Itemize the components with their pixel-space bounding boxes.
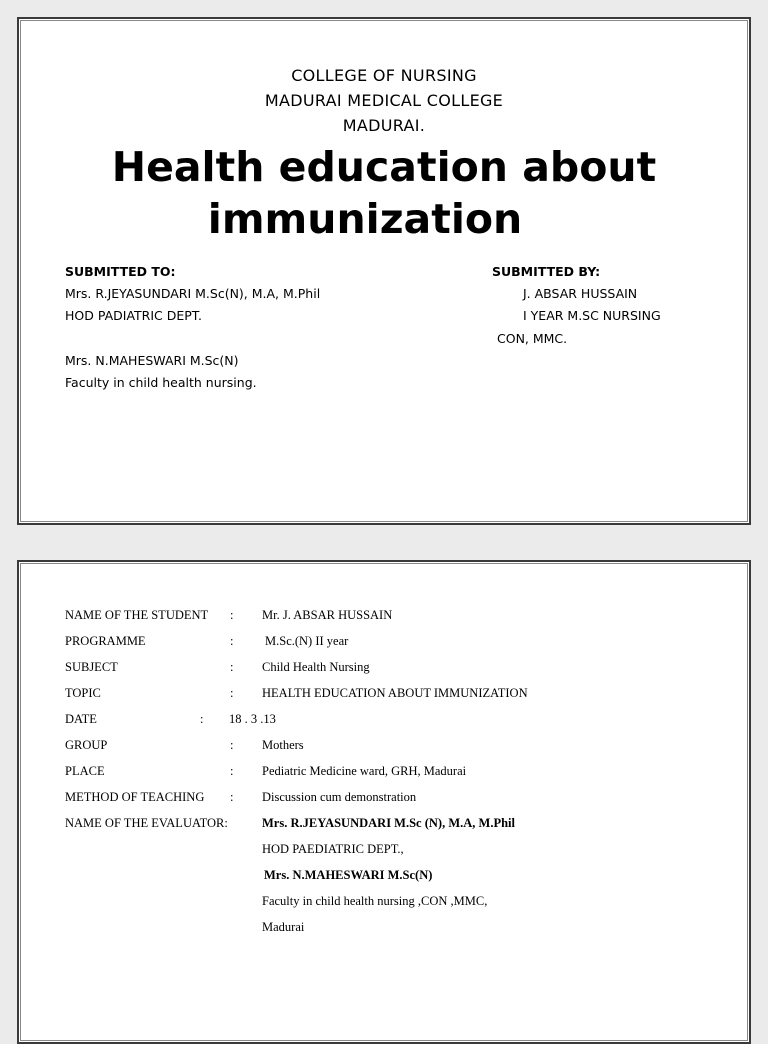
detail-row-method (65, 790, 745, 808)
submitted-by-line: J. ABSAR HUSSAIN (523, 286, 638, 301)
detail-row-topic (65, 686, 745, 704)
details-page (17, 560, 751, 1044)
evaluator-faculty: Faculty in child health nursing ,CON ,MMC, (262, 894, 488, 908)
detail-value: M.Sc.(N) II year (265, 634, 349, 648)
submitted-to-heading: SUBMITTED TO: (65, 264, 176, 279)
detail-value: Mr. J. ABSAR HUSSAIN (262, 608, 393, 622)
institution-line-3: MADURAI. (342, 116, 426, 135)
detail-row-place (65, 764, 745, 782)
evaluator-extra-line (65, 842, 745, 860)
submitted-to-line: Mrs. N.MAHESWARI M.Sc(N) (65, 353, 239, 368)
detail-colon: : (230, 764, 234, 778)
detail-value: Discussion cum demonstration (262, 790, 417, 804)
detail-label: METHOD OF TEACHING (65, 790, 205, 804)
detail-colon: : (230, 634, 234, 648)
detail-label: NAME OF THE EVALUATOR: (65, 816, 228, 830)
detail-colon: : (230, 686, 234, 700)
detail-value: Mothers (262, 738, 304, 752)
evaluator-extra-line (65, 868, 745, 886)
evaluator-city: Madurai (262, 920, 305, 934)
detail-value: HEALTH EDUCATION ABOUT IMMUNIZATION (262, 686, 528, 700)
submitted-by-line: CON, MMC. (497, 331, 568, 346)
detail-colon: : (230, 660, 234, 674)
detail-value: Child Health Nursing (262, 660, 370, 674)
detail-row-student (65, 608, 745, 626)
detail-label: NAME OF THE STUDENT (65, 608, 209, 622)
detail-colon: : (230, 790, 234, 804)
detail-row-group (65, 738, 745, 756)
detail-colon: : (200, 712, 204, 726)
evaluator-second-name: Mrs. N.MAHESWARI M.Sc(N) (264, 868, 433, 882)
submitted-to-line: Mrs. R.JEYASUNDARI M.Sc(N), M.A, M.Phil (65, 286, 321, 301)
detail-label: PROGRAMME (65, 634, 146, 648)
detail-label: DATE (65, 712, 97, 726)
detail-colon: : (230, 738, 234, 752)
detail-value: 18 . 3 .13 (229, 712, 276, 726)
detail-row-date (65, 712, 745, 730)
detail-value: Pediatric Medicine ward, GRH, Madurai (262, 764, 467, 778)
detail-colon: : (230, 608, 234, 622)
institution-line-1: COLLEGE OF NURSING (291, 66, 477, 85)
evaluator-dept: HOD PAEDIATRIC DEPT., (262, 842, 404, 856)
detail-label: PLACE (65, 764, 105, 778)
document-title-line-2: immunization (207, 195, 523, 243)
institution-line-2: MADURAI MEDICAL COLLEGE (264, 91, 504, 110)
detail-value: Mrs. R.JEYASUNDARI M.Sc (N), M.A, M.Phil (262, 816, 515, 830)
submitted-to-line: HOD PADIATRIC DEPT. (65, 308, 202, 323)
cover-page (17, 17, 751, 525)
submitted-by-line: I YEAR M.SC NURSING (523, 308, 661, 323)
detail-label: SUBJECT (65, 660, 118, 674)
submitted-to-line: Faculty in child health nursing. (65, 375, 257, 390)
detail-row-programme (65, 634, 745, 652)
detail-label: GROUP (65, 738, 108, 752)
detail-label: TOPIC (65, 686, 101, 700)
document-title-line-1: Health education about (111, 143, 657, 191)
evaluator-extra-line (65, 894, 745, 912)
detail-row-subject (65, 660, 745, 678)
evaluator-extra-line (65, 920, 745, 938)
submitted-by-heading: SUBMITTED BY: (492, 264, 601, 279)
detail-row-evaluator (65, 816, 745, 834)
